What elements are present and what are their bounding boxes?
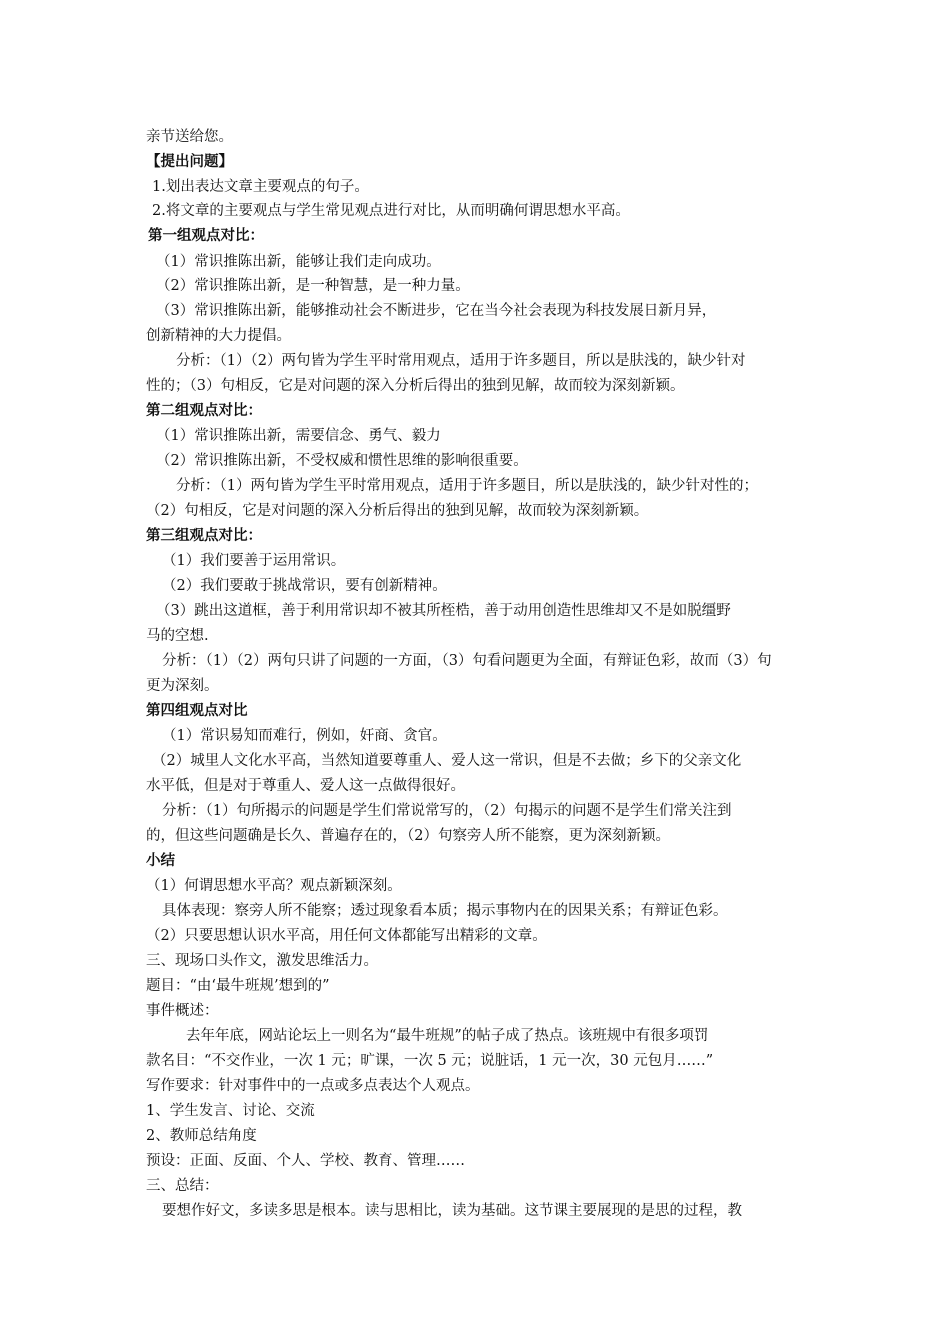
text-line: 事件概述： [146, 1003, 219, 1019]
text-line: 预设：正面、反面、个人、学校、教育、管理…… [146, 1153, 465, 1169]
text-line: （1）我们要善于运用常识。 [162, 553, 346, 569]
text-line: 写作要求：针对事件中的一点或多点表达个人观点。 [146, 1078, 480, 1094]
text-line: 马的空想. [146, 628, 209, 644]
summary-heading: 小结 [146, 853, 175, 869]
section-heading-three: 三、现场口头作文，激发思维活力。 [146, 953, 378, 969]
text-line: 亲节送给您。 [146, 129, 233, 145]
analysis-line: 分析：（1）句所揭示的问题是学生们常说常写的，（2）句揭示的问题不是学生们常关注到 [162, 803, 732, 819]
analysis-line: 性的；（3）句相反，它是对问题的深入分析后得出的独到见解，故而较为深刻新颖。 [146, 378, 685, 394]
text-line: （3）常识推陈出新，能够推动社会不断进步，它在当今社会表现为科技发展日新月异， [156, 303, 717, 319]
text-line: 2、教师总结角度 [146, 1128, 257, 1144]
text-line: 1、学生发言、讨论、交流 [146, 1103, 315, 1119]
analysis-line: 的，但这些问题确是长久、普遍存在的，（2）句察旁人所不能察，更为深刻新颖。 [146, 828, 670, 844]
text-line: （2）我们要敢于挑战常识，要有创新精神。 [162, 578, 447, 594]
text-line: （1）常识推陈出新，需要信念、勇气、毅力 [156, 428, 441, 444]
section-heading-raise-questions: 【提出问题】 [146, 154, 233, 170]
analysis-line: 分析：（1）两句皆为学生平时常用观点，适用于许多题目，所以是肤浅的，缺少针对性的； [176, 478, 758, 494]
text-line: （1）何谓思想水平高？观点新颖深刻。 [146, 878, 402, 894]
analysis-line: 分析：（1）（2）两句皆为学生平时常用观点，适用于许多题目，所以是肤浅的，缺少针对 [176, 353, 746, 369]
analysis-line: 分析：（1）（2）两句只讲了问题的一方面，（3）句看问题更为全面，有辩证色彩，故而（3）句 [162, 653, 772, 669]
text-line: 具体表现：察旁人所不能察；透过现象看本质；揭示事物内在的因果关系；有辩证色彩。 [162, 903, 728, 919]
text-line: 去年年底，网站论坛上一则名为“最牛班规”的帖子成了热点。该班规中有很多项罚 [186, 1028, 709, 1044]
text-line: （1）常识易知而难行，例如，奸商、贪官。 [162, 728, 447, 744]
text-line: （1）常识推陈出新，能够让我们走向成功。 [156, 254, 441, 270]
group-heading-4: 第四组观点对比 [146, 703, 248, 719]
topic-line: 题目：“由‘最牛班规’想到的” [146, 978, 330, 994]
group-heading-3: 第三组观点对比： [146, 528, 262, 544]
text-line: 款名目：“不交作业，一次 1 元；旷课，一次 5 元；说脏话，1 元一次，30 元包月……” [146, 1053, 714, 1069]
analysis-line: 更为深刻。 [146, 678, 219, 694]
text-line: （2）城里人文化水平高，当然知道要尊重人、爱人这一常识，但是不去做；乡下的父亲文化 [152, 753, 742, 769]
group-heading-1: 第一组观点对比： [148, 228, 264, 244]
text-line: 创新精神的大力提倡。 [146, 328, 291, 344]
question-item: 2.将文章的主要观点与学生常见观点进行对比，从而明确何谓思想水平高。 [152, 203, 630, 219]
analysis-line: （2）句相反，它是对问题的深入分析后得出的独到见解，故而较为深刻新颖。 [146, 503, 649, 519]
text-line: （2）常识推陈出新，不受权威和惯性思维的影响很重要。 [156, 453, 528, 469]
group-heading-2: 第二组观点对比： [146, 403, 262, 419]
section-heading-summary: 三、总结： [146, 1178, 219, 1194]
text-line: （2）只要思想认识水平高，用任何文体都能写出精彩的文章。 [146, 928, 547, 944]
text-line: （2）常识推陈出新，是一种智慧，是一种力量。 [156, 278, 470, 294]
text-line: 要想作好文，多读多思是根本。读与思相比，读为基础。这节课主要展现的是思的过程，教 [162, 1203, 742, 1219]
text-line: 水平低，但是对于尊重人、爱人这一点做得很好。 [146, 778, 465, 794]
question-item: 1.划出表达文章主要观点的句子。 [152, 179, 369, 195]
text-line: （3）跳出这道框，善于利用常识却不被其所桎梏，善于动用创造性思维却又不是如脱缰野 [156, 603, 731, 619]
